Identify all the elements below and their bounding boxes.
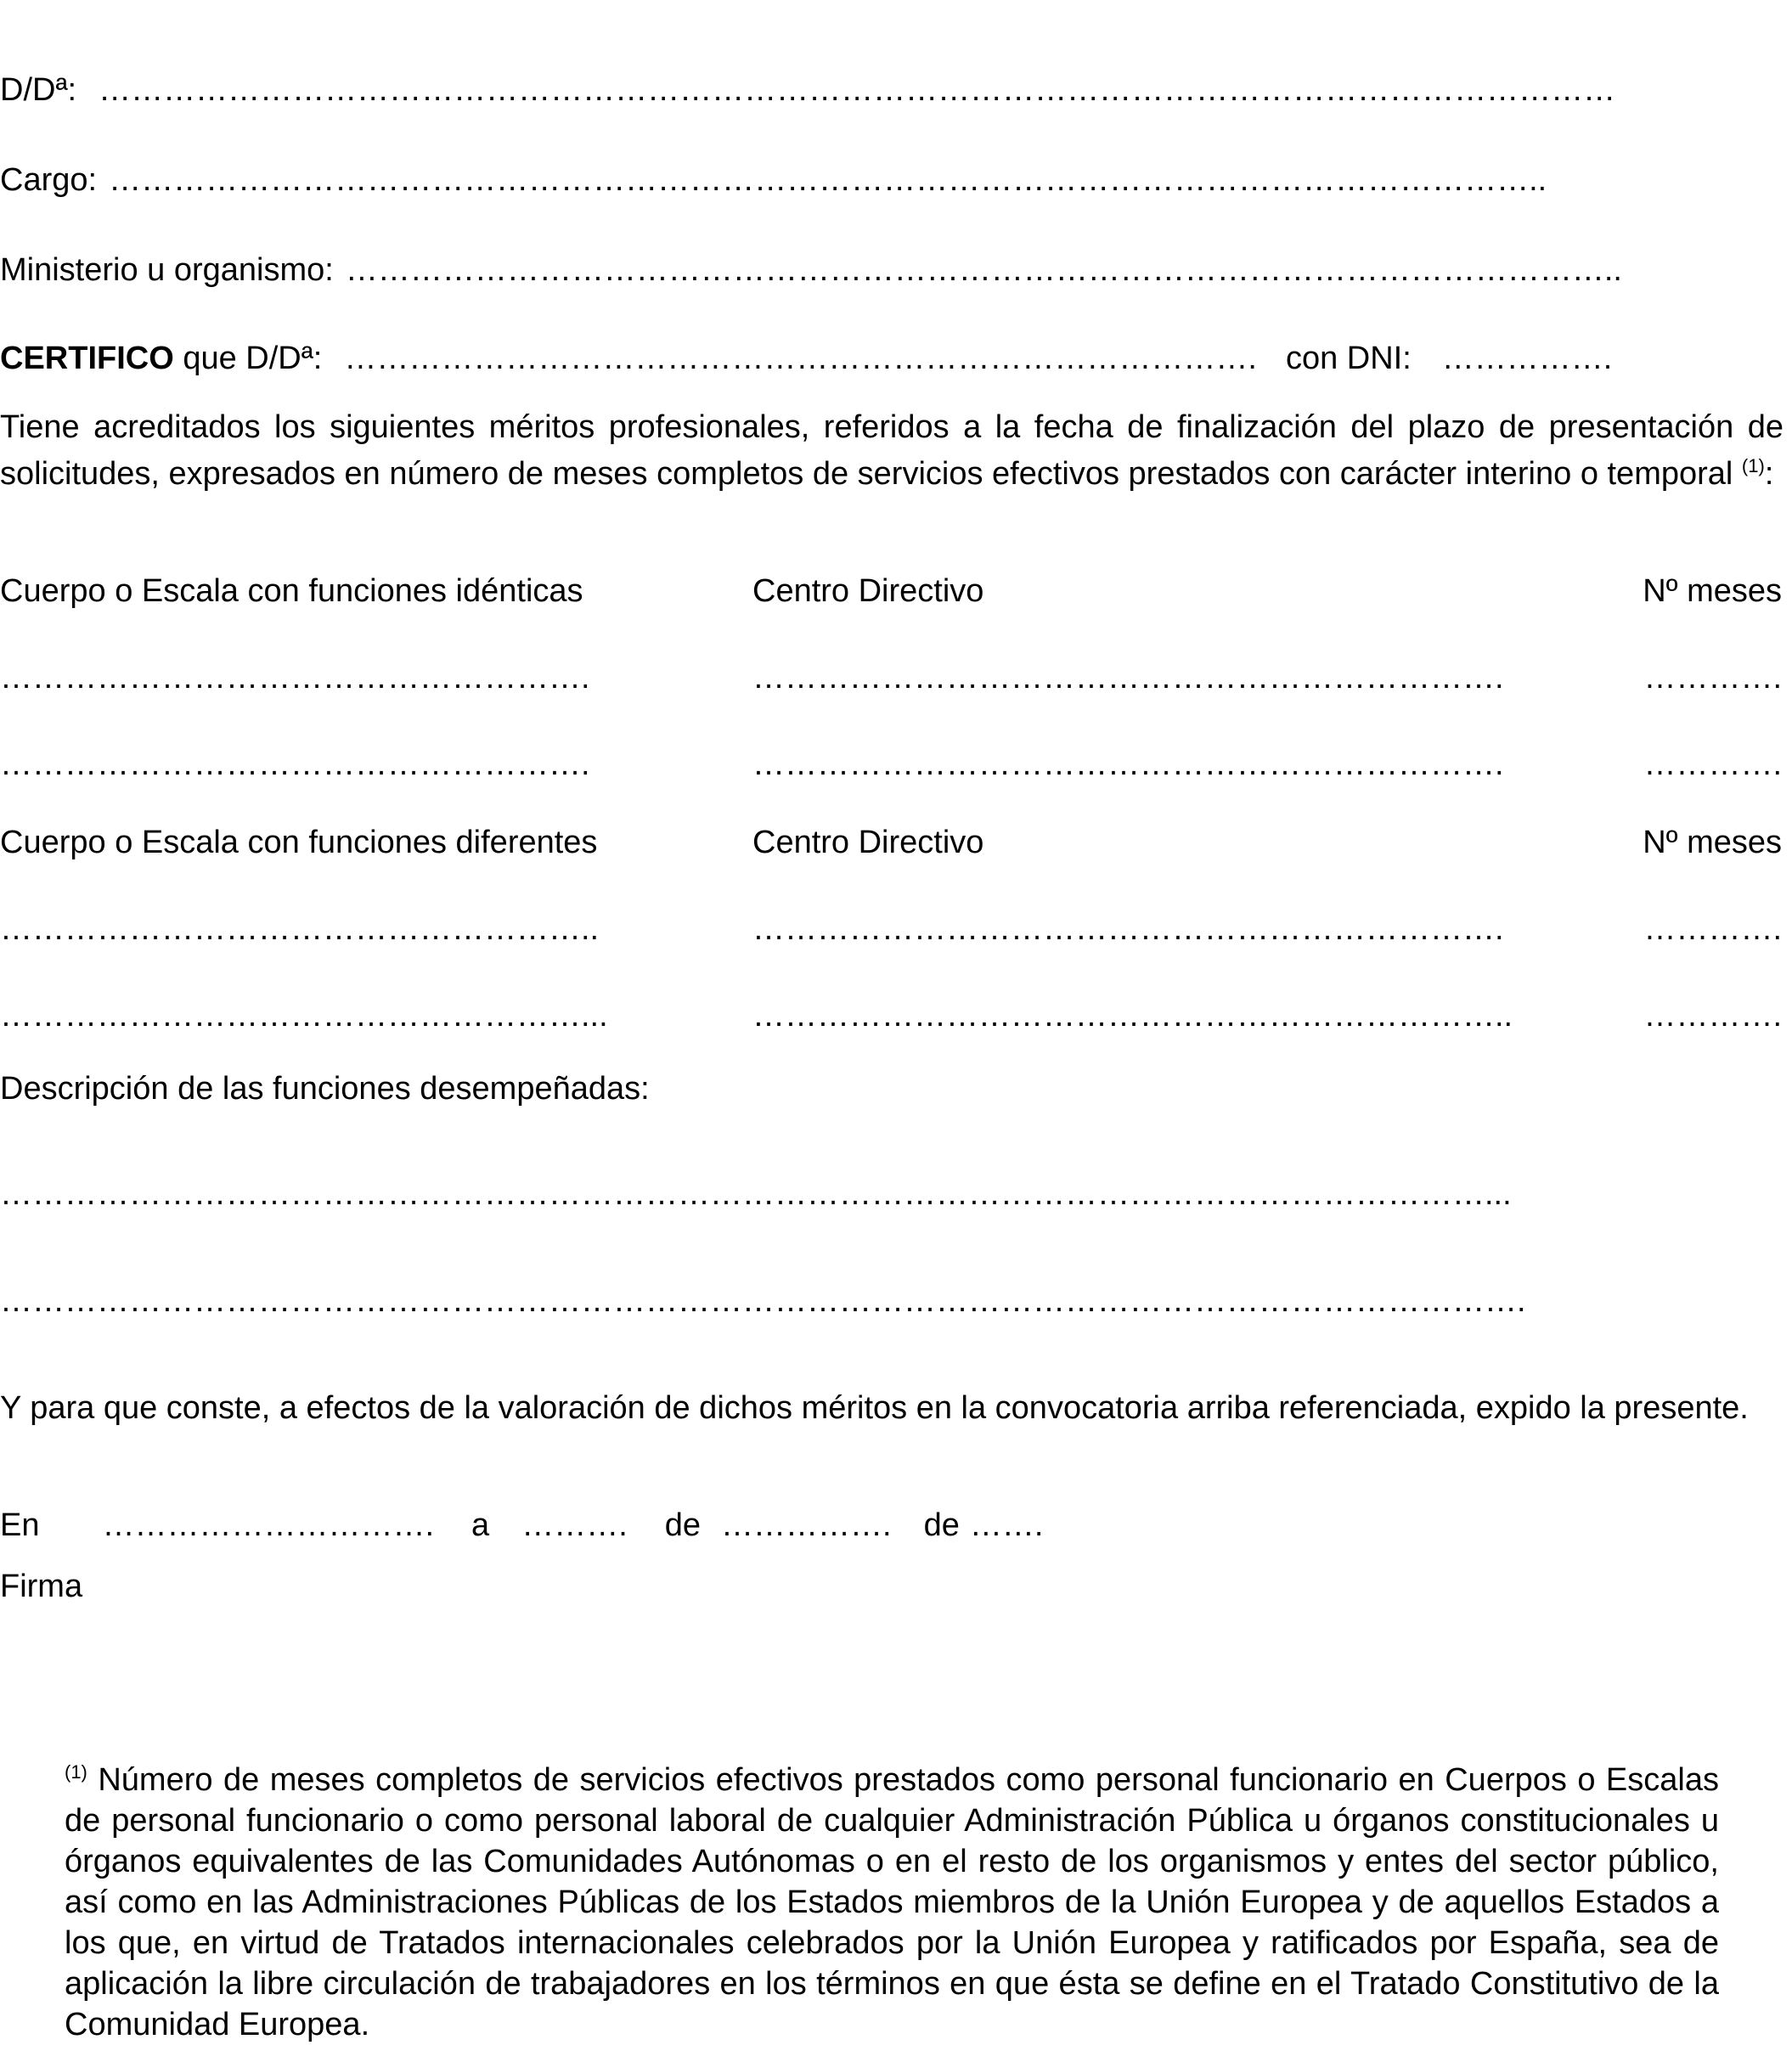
diferentes-row2-cuerpo[interactable]: ………………………………………………... (0, 998, 608, 1034)
header-centro-directivo: Centro Directivo (752, 825, 984, 860)
diferentes-row2-centro[interactable]: …………………………………………………………….. (752, 998, 1513, 1034)
field-dda (0, 70, 1615, 111)
certifico-bold: CERTIFICO (0, 341, 174, 376)
footnote-text: Número de meses completos de servicios efectivos prestados como personal funcionario en Cuerpos o Escalas de personal funcionario o como personal laboral de cualquier Administración Pública u órganos constitucionales u órganos equivalentes de las Comunidades Autónomas o en el resto de los organismos y entes del sector público, así como en las Administraciones Públicas de los Estados miembros de la Unión Europea y de aquellos Estados a los que, en virtud de Tratados internacionales celebrados por la Unión Europea y ratificados por España, sea de aplicación la libre circulación de trabajadores en los términos en que ésta se define en el Tratado Constitutivo de la Comunidad Europea. (65, 1762, 1719, 2042)
certifico-line (0, 338, 1612, 380)
header-num-meses: Nº meses (1643, 573, 1782, 609)
identicas-row2-cuerpo[interactable]: ………………………………………………. (0, 746, 590, 782)
field-cargo-label: Cargo: (0, 162, 98, 198)
field-dda-fill[interactable]: …………………………………………………………………………………………………………………………… (99, 72, 1616, 108)
intro-text: Tiene acreditados los siguientes méritos profesionales, referidos a la fecha de finalización del plazo de presentación de solicitudes, expresados en número de meses completos de servicios efectivos prestados con carácter interino o temporal (0, 409, 1784, 492)
diferentes-row2-meses[interactable]: …………. (1643, 998, 1782, 1034)
date-a: a (471, 1507, 490, 1543)
field-ministerio-label: Ministerio u organismo: (0, 252, 334, 288)
closing-paragraph: Y para que conste, a efectos de la valoración de dichos méritos en la convocatoria arriba referenciada, expido la presente. (0, 1390, 1749, 1426)
identicas-row2-meses[interactable]: …………. (1643, 746, 1782, 782)
header-centro-directivo: Centro Directivo (752, 573, 984, 609)
diferentes-row1-cuerpo[interactable]: ……………………………………………….. (0, 911, 600, 947)
header-cuerpo-identicas: Cuerpo o Escala con funciones idénticas (0, 573, 583, 609)
field-dda-label: D/Dª: (0, 72, 77, 108)
certifico-text: que D/Dª: (183, 341, 323, 376)
header-num-meses: Nº meses (1643, 825, 1782, 860)
diferentes-row1-centro[interactable]: ……………………………………………………………. (752, 911, 1504, 947)
intro-paragraph (0, 404, 1784, 498)
descripcion-line-1[interactable]: …………………………………………………………………………………………………………………………... (0, 1176, 1512, 1212)
identicas-row1-meses[interactable]: …………. (1643, 660, 1782, 696)
header-cuerpo-diferentes: Cuerpo o Escala con funciones diferentes (0, 825, 598, 860)
date-year-fill[interactable]: ……. (969, 1507, 1044, 1543)
descripcion-label: Descripción de las funciones desempeñadas: (0, 1071, 650, 1107)
diferentes-row1-meses[interactable]: …………. (1643, 911, 1782, 947)
certifico-fill[interactable]: …………………………………………………………………………. (344, 341, 1257, 376)
date-month-fill[interactable]: ……………. (721, 1507, 892, 1543)
identicas-row2-centro[interactable]: ……………………………………………………………. (752, 746, 1504, 782)
date-de-1: de (664, 1507, 702, 1543)
footnote-mark: (1) (65, 1761, 87, 1783)
field-ministerio (0, 250, 1622, 291)
intro-suffix: : (1764, 456, 1774, 492)
descripcion-line-2[interactable]: ……………………………………………………………………………………………………………………………. (0, 1283, 1526, 1319)
intro-note-mark: (1) (1741, 455, 1765, 476)
date-day-fill[interactable]: ………. (521, 1507, 628, 1543)
date-de-2: de (923, 1507, 960, 1543)
field-cargo-fill[interactable]: …………………………………………………………………………………………………………………….. (109, 162, 1547, 198)
field-ministerio-fill[interactable]: ……………………………………………………………………………………………………….. (345, 252, 1622, 288)
footnote (65, 1760, 1719, 2045)
date-place-fill[interactable]: …………………………. (102, 1507, 435, 1543)
field-cargo (0, 160, 1547, 201)
firma-label: Firma (0, 1569, 83, 1604)
dni-label: con DNI: (1285, 341, 1412, 376)
date-en: En (0, 1507, 40, 1543)
identicas-row1-centro[interactable]: ……………………………………………………………. (752, 660, 1504, 696)
dni-fill[interactable]: ……………. (1441, 341, 1613, 376)
date-line (0, 1505, 1043, 1546)
identicas-row1-cuerpo[interactable]: ………………………………………………. (0, 660, 590, 696)
